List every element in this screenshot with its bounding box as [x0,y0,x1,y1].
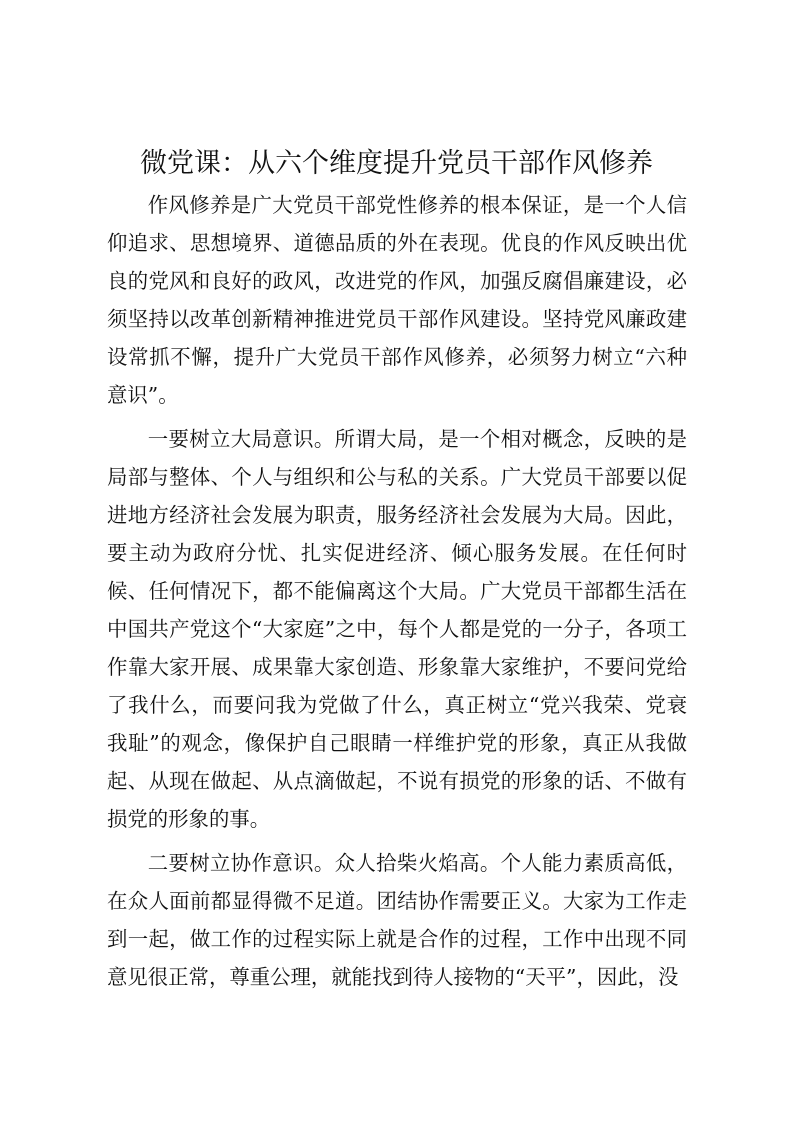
paragraph-intro: 作风修养是广大党员干部党性修养的根本保证，是一个人信仰追求、思想境界、道德品质的外在表现。优良的作风反映出优良的党风和良好的政风，改进党的作风，加强反腐倡廉建设，必须坚持以改革创新精神推进党员干部作风建设。坚持党风廉政建设常抓不懈，提升广大党员干部作风修养，必须努力树立“六种意识”。 [107,193,687,407]
paragraph-overall-awareness: 一要树立大局意识。所谓大局，是一个相对概念，反映的是局部与整体、个人与组织和公与私的关系。广大党员干部要以促进地方经济社会发展为职责，服务经济社会发展为大局。因此，要主动为政府分忧、扎实促进经济、倾心服务发展。在任何时候、任何情况下，都不能偏离这个大局。广大党员干部都生活在中国共产党这个“大家庭”之中，每个人都是党的一分子，各项工作靠大家开展、成果靠大家创造、形象靠大家维护，不要问党给了我什么，而要问我为党做了什么，真正树立“党兴我荣、党衰我耻”的观念，像保护自己眼睛一样维护党的形象，真正从我做起、从现在做起、从点滴做起，不说有损党的形象的话、不做有损党的形象的事。 [107,427,687,831]
paragraph-cooperation-awareness: 二要树立协作意识。众人拾柴火焰高。个人能力素质高低，在众人面前都显得微不足道。团结协作需要正义。大家为工作走到一起，做工作的过程实际上就是合作的过程，工作中出现不同意见很正常，尊重公理，就能找到待人接物的“天平”，因此，没 [107,851,687,990]
document-title: 微党课：从六个维度提升党员干部作风修养 [140,148,653,179]
document-body [107,187,687,1004]
